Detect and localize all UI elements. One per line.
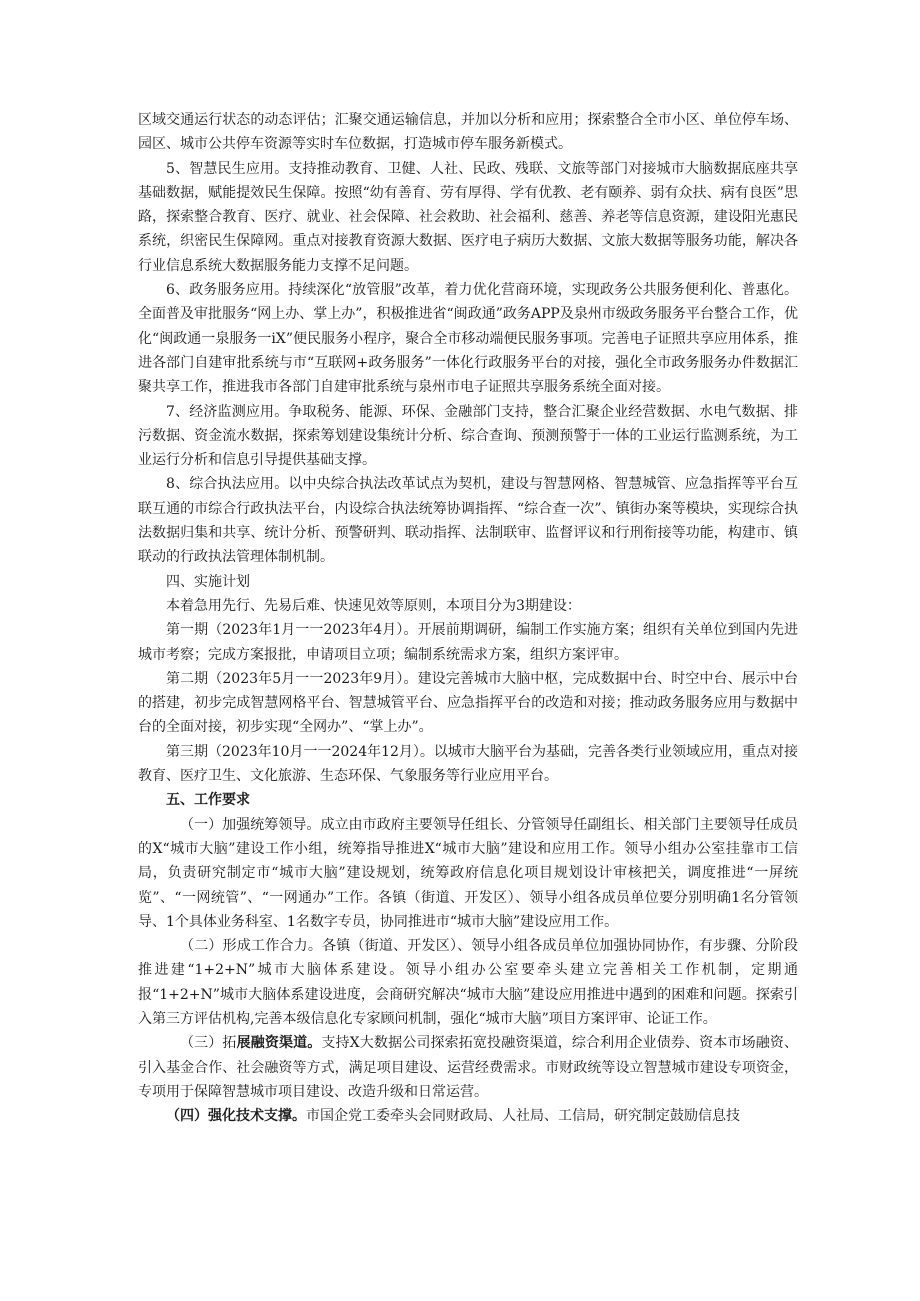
paragraph-phase-two: 第二期（2023年5月一一2023年9月）。建设完善城市大脑中枢，完成数据中台、时空中台、展示中台的搭建，初步完成智慧网格平台、智慧城管平台、应急指挥平台的改造和对接；推动政务服务应用与数据中台的全面对接，初步实现“全网办”、“掌上办”。 <box>138 670 798 736</box>
paragraph-government-services: 6、政务服务应用。持续深化“放管服”改革，着力优化营商环境，实现政务公共服务便利化、普惠化。全面普及审批服务“网上办、掌上办”，积极推进省“闽政通”政务APP及泉州市级政务服务平台整合工作，优化“闽政通一泉服务一iX”便民服务小程序，聚合全市移动端便民服务事项。完善电子证照共享应用体系，推进各部门自建审批系统与市“互联网+政务服务”一体化行政服务平台的对接，强化全市政务服务办件数据汇聚共享工作，推进我市各部门自建审批系统与泉州市电子证照共享服务系统全面对接。 <box>138 282 798 396</box>
requirement-technology-lead: （四）强化技术支撑。 <box>166 1108 306 1125</box>
document-body <box>138 108 798 1128</box>
requirement-financing-lead-bold: 展融资渠道。 <box>236 1035 322 1052</box>
section-heading-implementation-plan: 四、实施计划 <box>166 573 250 590</box>
requirement-technology-body: 市国企党工委牵头会同财政局、人社局、工信局，研究制定鼓励信息技 <box>306 1108 740 1125</box>
requirement-financing-body: 支持X大数据公司探索拓宽投融资渠道，综合利用企业债券、资本市场融资、引入基金合作、社会融资等方式，满足项目建设、运营经费需求。市财政统等设立智慧城市建设专项资金，专项用于保障智慧城市项目建设、改造升级和日常运营。 <box>138 1035 798 1100</box>
paragraph-requirement-synergy: （二）形成工作合力。各镇（街道、开发区）、领导小组各成员单位加强协同协作，有步骤、分阶段推进建“1+2+N”城市大脑体系建设。领导小组办公室要牵头建立完善相关工作机制，定期通报“1+2+N”城市大脑体系建设进度，会商研究解决“城市大脑”建设应用推进中遇到的困难和问题。探索引入第三方评估机构,完善本级信息化专家顾问机制，强化“城市大脑”项目方案评审、论证工作。 <box>138 938 798 1027</box>
paragraph-requirement-financing <box>138 1031 798 1104</box>
paragraph-comprehensive-enforcement: 8、综合执法应用。以中央综合执法改革试点为契机，建设与智慧网格、智慧城管、应急指挥等平台互联互通的市综合行政执法平台，内设综合执法统筹协调指挥、“综合查一次”、镇街办案等模块，实现综合执法数据归集和共享、统计分析、预警研判、联动指挥、法制联审、监督评议和行刑衔接等功能，构建市、镇联动的行政执法管理体制机制。 <box>138 476 798 566</box>
paragraph-continuation: 区域交通运行状态的动态评估；汇聚交通运输信息，并加以分析和应用；探索整合全市小区、单位停车场、园区、城市公共停车资源等实时车位数据，打造城市停车服务新模式。 <box>138 112 798 153</box>
paragraph-plan-intro: 本着急用先行、先易后难、快速见效等原则，本项目分为3期建设： <box>166 597 581 614</box>
section-heading-work-requirements: 五、工作要求 <box>166 792 250 809</box>
paragraph-economic-monitoring: 7、经济监测应用。争取税务、能源、环保、金融部门支持，整合汇聚企业经营数据、水电气数据、排污数据、资金流水数据，探索筹划建设集统计分析、综合查询、预测预警于一体的工业运行监测系统，为工业运行分析和信息引导提供基础支撑。 <box>138 403 798 469</box>
paragraph-requirement-leadership: （一）加强统筹领导。成立由市政府主要领导任组长、分管领导任副组长、相关部门主要领导任成员的X“城市大脑”建设工作小组，统筹指导推进X“城市大脑”建设和应用工作。领导小组办公室挂靠市工信局，负责研究制定市“城市大脑”建设规划，统筹政府信息化项目规划设计审核把关，调度推进“一屏统览”、“一网统管”、“一网通办”工作。各镇（街道、开发区）、领导小组各成员单位要分别明确1名分管领导、1个具体业务科室、1名数字专员，协同推进市“城市大脑”建设应用工作。 <box>138 816 798 930</box>
paragraph-phase-one: 第一期（2023年1月一一2023年4月）。开展前期调研，编制工作实施方案；组织有关单位到国内先进城市考察；完成方案报批，申请项目立项；编制系统需求方案，组织方案评审。 <box>138 622 798 663</box>
paragraph-phase-three: 第三期（2023年10月一一2024年12月）。以城市大脑平台为基础，完善各类行业领域应用，重点对接教育、医疗卫生、文化旅游、生态环保、气象服务等行业应用平台。 <box>138 743 798 785</box>
requirement-financing-lead-plain: （三）拓 <box>180 1035 237 1052</box>
paragraph-requirement-technology <box>138 1104 798 1128</box>
paragraph-smart-livelihood: 5、智慧民生应用。支持推动教育、卫健、人社、民政、残联、文旅等部门对接城市大脑数据底座共享基础数据，赋能提效民生保障。按照“幼有善育、劳有厚得、学有优教、老有颐养、弱有众扶、病有良医”思路，探索整合教育、医疗、就业、社会保障、社会救助、社会福利、慈善、养老等信息资源，建设阳光惠民系统，织密民生保障网。重点对接教育资源大数据、医疗电子病历大数据、文旅大数据等服务功能，解决各行业信息系统大数据服务能力支撑不足问题。 <box>138 160 798 274</box>
